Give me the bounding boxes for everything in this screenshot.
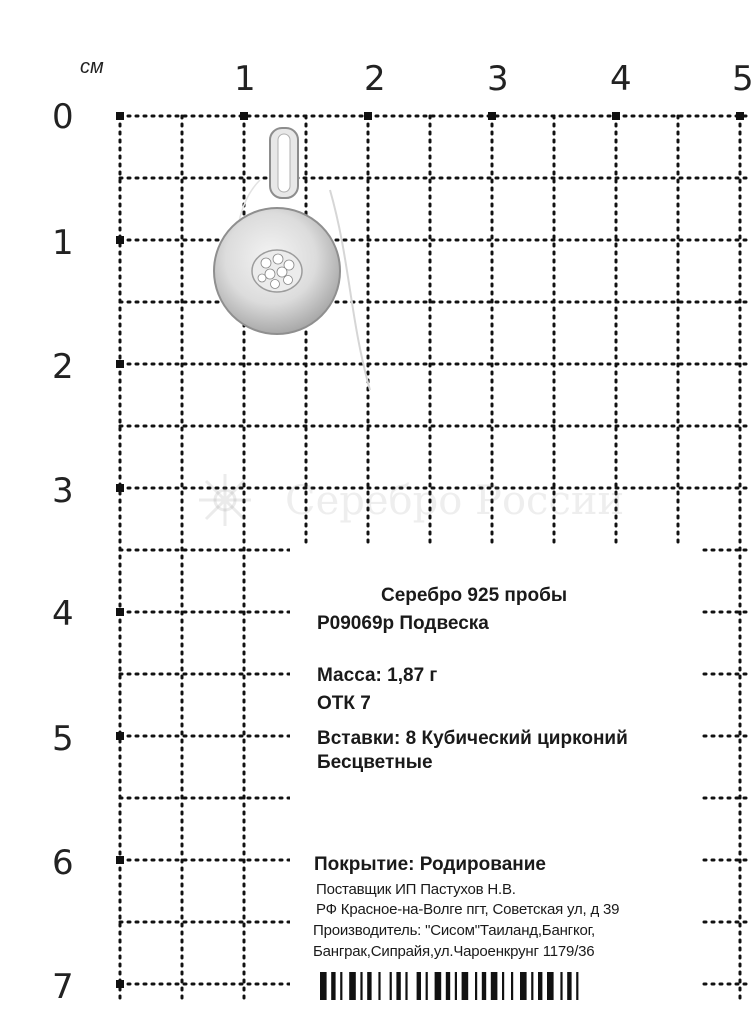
ruler-left-number: 7: [52, 967, 74, 1007]
barcode-bar: [560, 972, 562, 1000]
barcode-bar: [360, 972, 362, 1000]
grid-cm-marker: [116, 484, 124, 492]
barcode-bar: [331, 972, 335, 1000]
ruler-unit-label: см: [80, 56, 104, 78]
ruler-top-number: 1: [234, 59, 256, 99]
barcode-bar: [390, 972, 392, 1000]
barcode-bar: [547, 972, 554, 1000]
barcode-bar: [378, 972, 380, 1000]
watermark-logo: [195, 470, 255, 530]
label-metal: Серебро 925 пробы: [381, 585, 568, 606]
label-supplier: Поставщик ИП Пастухов Н.В.: [316, 881, 516, 898]
grid-cm-marker: [116, 236, 124, 244]
barcode-bar: [320, 972, 327, 1000]
barcode-bar: [567, 972, 571, 1000]
barcode-bar: [349, 972, 356, 1000]
barcode-bar: [435, 972, 442, 1000]
ruler-top-number: 4: [610, 59, 632, 99]
grid-cm-marker: [364, 112, 372, 120]
barcode-bar: [367, 972, 371, 1000]
label-mass: Масса: 1,87 г: [317, 665, 438, 686]
barcode-bar: [475, 972, 477, 1000]
grid-cm-marker: [116, 112, 124, 120]
ruler-left-number: 4: [52, 594, 74, 634]
grid-cm-marker: [488, 112, 496, 120]
label-article: Р09069р Подвеска: [317, 613, 489, 634]
ruler-left-number: 1: [52, 223, 74, 263]
ruler-top-number: 2: [364, 59, 386, 99]
ruler-top-number: 5: [732, 59, 754, 99]
grid-cm-marker: [240, 112, 248, 120]
grid-cm-marker: [116, 856, 124, 864]
barcode-bar: [511, 972, 513, 1000]
ruler-left-number: 0: [52, 97, 74, 137]
grid-cm-marker: [736, 112, 744, 120]
label-maker-address: Банграк,Сипрайя,ул.Чароенкрунг 1179/36: [313, 943, 595, 960]
ruler-top-number: 3: [487, 59, 509, 99]
label-maker: Производитель: "Сисом"Таиланд,Бангког,: [313, 922, 596, 939]
barcode-bar: [502, 972, 504, 1000]
barcode-bar: [491, 972, 498, 1000]
barcode-bar: [538, 972, 542, 1000]
watermark-text: Серебро России: [285, 478, 625, 524]
label-address: РФ Красное-на-Волге пгт, Советская ул, д 39: [316, 901, 620, 918]
ruler-left-number: 5: [52, 719, 74, 759]
barcode-bar: [531, 972, 533, 1000]
barcode-bar: [482, 972, 486, 1000]
label-otk: ОТК 7: [317, 693, 371, 714]
grid-cm-marker: [116, 732, 124, 740]
label-inserts-color: Бесцветные: [317, 752, 433, 773]
barcode-bar: [446, 972, 450, 1000]
grid-cm-marker: [612, 112, 620, 120]
grid-cm-marker: [116, 360, 124, 368]
ruler-left-number: 6: [52, 843, 74, 883]
barcode-bar: [340, 972, 342, 1000]
barcode-bar: [576, 972, 578, 1000]
pendant-image: [200, 120, 380, 440]
grid-cm-marker: [116, 608, 124, 616]
grid-cm-marker: [116, 980, 124, 988]
barcode-bar: [426, 972, 428, 1000]
barcode-bar: [396, 972, 400, 1000]
barcode-bar: [462, 972, 469, 1000]
ruler-left-number: 3: [52, 471, 74, 511]
label-coating: Покрытие: Родирование: [314, 854, 546, 875]
barcode-bar: [455, 972, 457, 1000]
barcode-bar: [417, 972, 421, 1000]
label-inserts: Вставки: 8 Кубический цирконий: [317, 728, 628, 749]
barcode-bar: [405, 972, 407, 1000]
barcode-bar: [520, 972, 527, 1000]
barcode: [320, 972, 650, 1000]
ruler-left-number: 2: [52, 347, 74, 387]
